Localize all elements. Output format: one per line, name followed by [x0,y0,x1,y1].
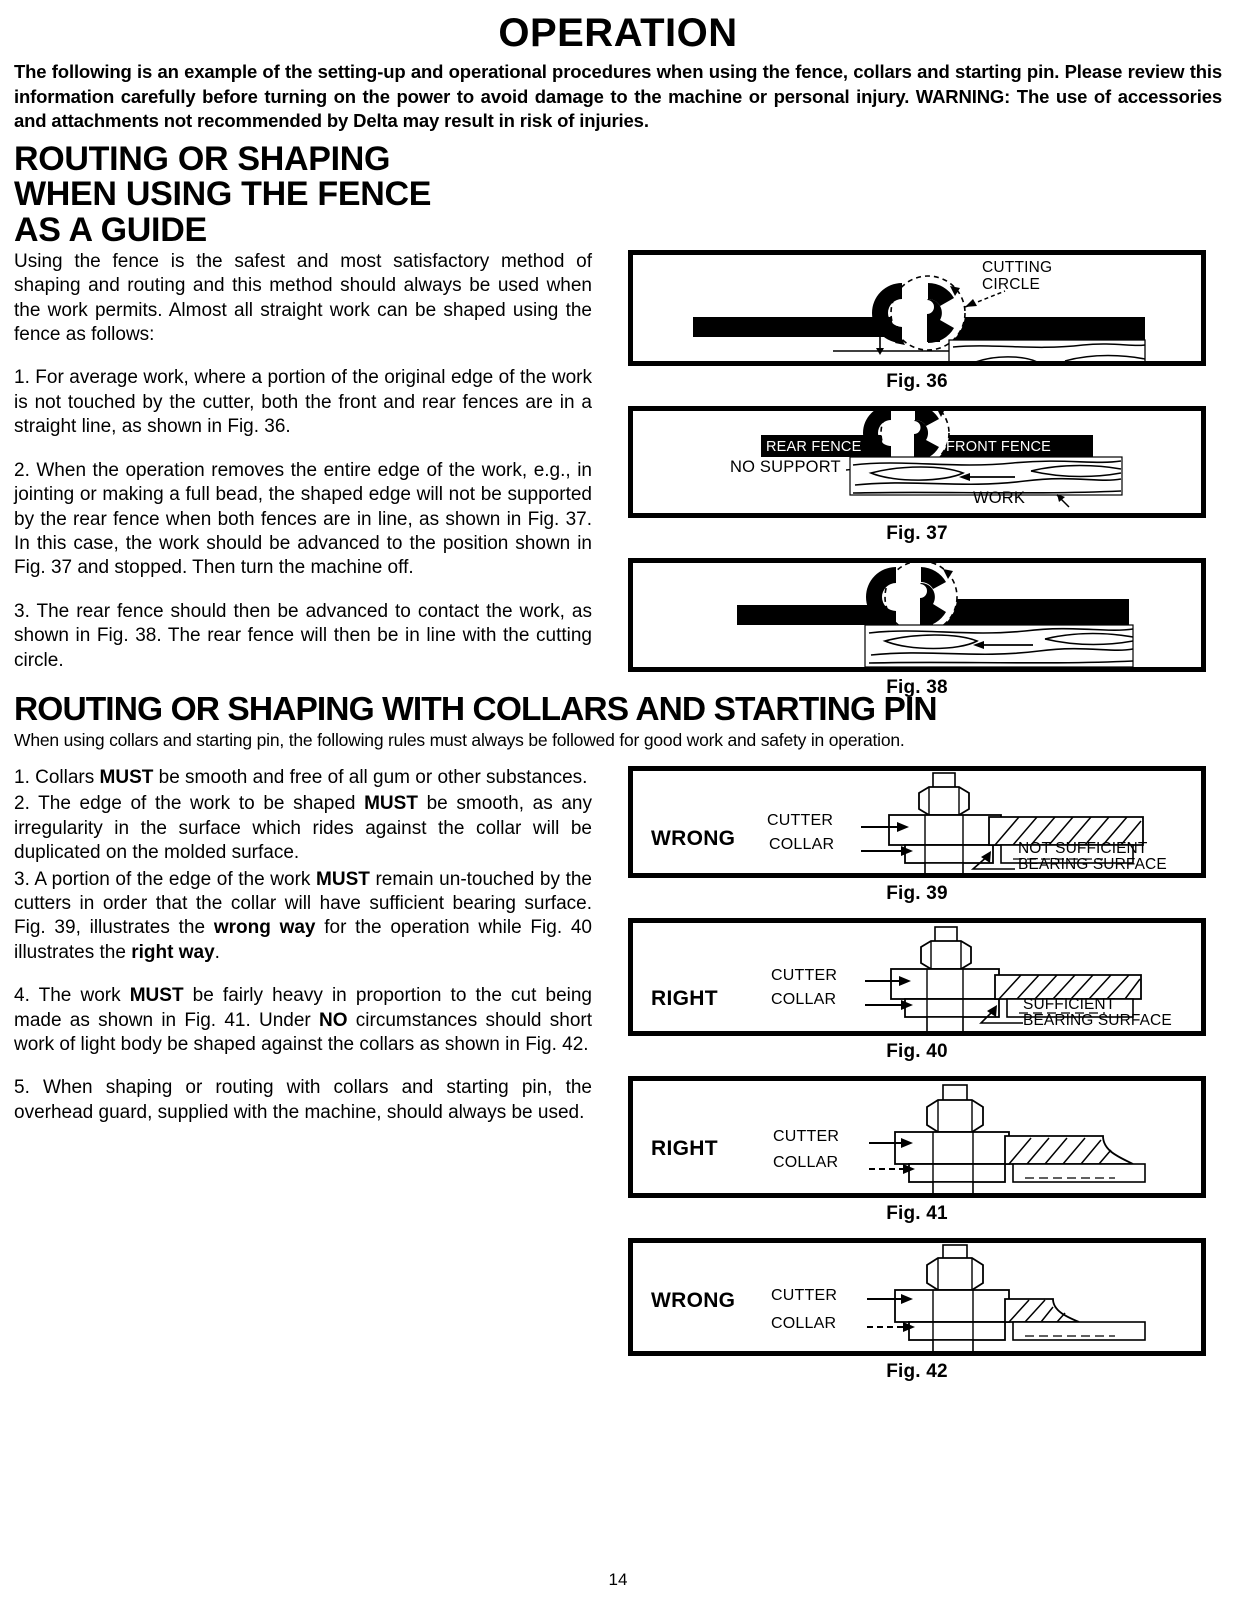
figure-37-work-label: WORK [973,488,1026,507]
paragraph-step-3: 3. The rear fence should then be advanced to contact the work, as shown in Fig. 38. The rear fence will then be in line with the cutting circle. [14,600,592,671]
page-number: 14 [608,1570,628,1589]
figure-37-rear-fence-label: REAR FENCE [766,438,862,455]
figure-37-front-fence-label: FRONT FENCE [946,438,1052,455]
figure-42-verdict: WRONG [651,1288,736,1312]
figure-37-caption: Fig. 37 [886,522,948,544]
section-heading-routing-fence [14,139,1236,249]
rule-1: 1. Collars MUST be smooth and free of all gum or other substances. [14,766,588,788]
figure-36-caption: Fig. 36 [886,370,948,392]
figure-41-caption: Fig. 41 [886,1202,948,1224]
figure-36-feed-label: FEED [998,323,1042,341]
figure-41 [628,1076,1206,1198]
section2-lede: When using collars and starting pin, the following rules must always be followed for good work and safety in operation. [14,730,905,751]
figure-40-collar-label: COLLAR [771,990,837,1008]
rule-2: 2. The edge of the work to be shaped MUST be smooth, as any irregularity in the surface which rides against the collar will be duplicated on the molded surface. [14,793,592,864]
figure-40-cutter-label: CUTTER [771,966,838,984]
figure-39-cutter-label: CUTTER [767,811,834,829]
figure-36-cutting-circle-label: CUTTING CIRCLE [982,258,1053,293]
figure-39 [628,766,1206,878]
figure-39-verdict: WRONG [651,826,736,850]
figure-36-drawing [633,255,1201,361]
rule-3: 3. A portion of the edge of the work MUST remain un-touched by the cutters in order that the collar will have sufficient bearing surface. Fig. 39, illustrates the wrong way for the operation while Fig. 40 illustrates the right way. [14,868,592,963]
two-column-area-2 [0,766,1236,1382]
figure-38-drawing [633,563,1201,667]
figure-39-collar-label: COLLAR [769,835,835,853]
figure-40-bearing-surface-label: SUFFICIENT BEARING SURFACE [1023,995,1172,1030]
left-text-column-2 [14,766,592,1125]
figure-41-verdict: RIGHT [651,1136,718,1160]
figure-42-collar-label: COLLAR [771,1314,837,1332]
figure-36 [628,250,1206,366]
figure-38 [628,558,1206,672]
figure-42-caption: Fig. 42 [886,1360,948,1382]
left-text-column [14,250,592,673]
section-heading-line-3: AS A GUIDE [14,210,207,249]
right-figure-column [628,250,1206,712]
section-heading-line-2: WHEN USING THE FENCE [14,175,432,214]
figure-39-caption: Fig. 39 [886,882,948,904]
figure-42 [628,1238,1206,1356]
document-page [0,12,1236,1612]
figure-41-cutter-label: CUTTER [773,1127,840,1145]
page-title: OPERATION [498,11,738,55]
rule-4: 4. The work MUST be fairly heavy in proportion to the cut being made as shown in Fig. 41. Under NO circumstances should short work of light body be shaped against the collars as shown in Fig. 42. [14,985,592,1055]
figure-37 [628,406,1206,518]
paragraph-step-1: 1. For average work, where a portion of the original edge of the work is not touched by the cutter, both the front and rear fences are in a straight line, as shown in Fig. 36. [14,367,592,438]
section-heading-line-1: ROUTING OR SHAPING [14,139,391,178]
two-column-area [0,250,1236,698]
figure-38-caption: Fig. 38 [886,676,948,698]
figure-41-drawing [633,1081,1201,1193]
figure-39-bearing-surface-label: NOT SUFFICIENT BEARING SURFACE [1018,839,1167,874]
rule-5: 5. When shaping or routing with collars and starting pin, the overhead guard, supplied with the machine, should always be used. [14,1077,592,1123]
figure-40 [628,918,1206,1036]
right-figure-column-2 [628,766,1206,1396]
figure-36-depth-of-cut-label: DEPTH OF CUT [778,323,899,341]
paragraph-step-2: 2. When the operation removes the entire edge of the work, e.g., in jointing or making a full bead, the shaped edge will not be supported by the rear fence when both fences are in line, as shown in Fig. 37. In this case, the work should be advanced to the position shown in Fig. 37 and stopped. Then turn the machine off. [14,459,592,579]
intro-paragraph: The following is an example of the setting-up and operational procedures when using the fence, collars and starting pin. Please review this information carefully before turning on the power to avoid damage to the machine or personal injury. WARNING: The use of accessories and attachments not recommended by Delta may result in risk of injuries. [14,61,1222,132]
figure-40-verdict: RIGHT [651,986,718,1010]
figure-37-no-support-label: NO SUPPORT [730,457,841,476]
figure-42-cutter-label: CUTTER [771,1286,838,1304]
paragraph-intro-fence: Using the fence is the safest and most satisfactory method of shaping and routing and this method should always be used when the work permits. Almost all straight work can be shaped using the fence as follows: [14,250,592,346]
section-heading-collars-pin: ROUTING OR SHAPING WITH COLLARS AND STARTING PIN [14,690,937,728]
figure-37-drawing [633,411,1201,513]
figure-40-caption: Fig. 40 [886,1040,948,1062]
figure-41-collar-label: COLLAR [773,1153,839,1171]
